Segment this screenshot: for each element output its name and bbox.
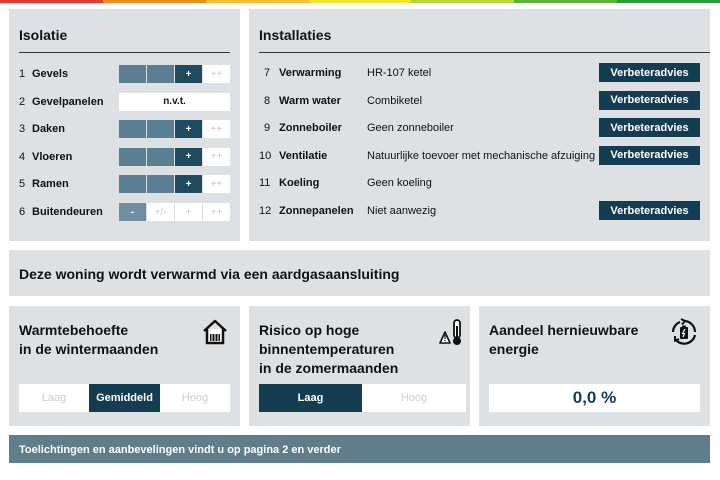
isolatie-rating-cell: ++ — [203, 148, 230, 166]
risico-title-line3: in de zomermaanden — [259, 360, 399, 376]
strip-segment — [0, 0, 103, 3]
installatie-row-label: Zonnepanelen — [279, 205, 354, 217]
isolatie-panel — [9, 9, 240, 241]
installatie-row — [259, 201, 700, 221]
hernieuwbaar-title-line1: Aandeel hernieuwbare — [489, 322, 639, 338]
isolatie-row — [19, 174, 230, 194]
isolatie-row-number: 3 — [19, 123, 26, 136]
strip-segment — [103, 0, 206, 3]
isolatie-row — [19, 92, 230, 112]
installatie-row-label: Ventilatie — [279, 149, 328, 162]
isolatie-row-label: Ramen — [32, 178, 69, 191]
isolatie-rating-cell: ++ — [203, 175, 230, 193]
hernieuwbaar-percentage: 0,0 % — [489, 384, 700, 412]
isolatie-rating-scale — [119, 175, 230, 193]
isolatie-rating-cell — [119, 148, 146, 166]
installatie-row-number: 8 — [264, 94, 271, 107]
installatie-row-number: 9 — [264, 122, 271, 135]
isolatie-rating-cell: + — [175, 120, 202, 138]
installaties-panel — [249, 9, 710, 241]
isolatie-row-label: Daken — [32, 123, 66, 136]
risico-title-line2: binnentemperaturen — [259, 341, 395, 357]
installatie-row-value: Geen zonneboiler — [367, 122, 454, 135]
installatie-row-number: 7 — [264, 67, 271, 79]
installaties-title: Installaties — [259, 27, 332, 43]
installatie-row — [259, 146, 700, 166]
strip-segment — [514, 0, 617, 3]
isolatie-rating-cell: + — [175, 148, 202, 166]
heating-banner — [9, 250, 710, 296]
isolatie-row-number: 1 — [19, 68, 26, 80]
installatie-row-label: Koeling — [279, 177, 320, 190]
risico-title-line1: Risico op hoge — [259, 322, 360, 338]
isolatie-rating-scale — [119, 148, 230, 166]
isolatie-rating-cell — [119, 175, 146, 193]
heating-text: Deze woning wordt verwarmd via een aardgasaansluiting — [19, 266, 400, 282]
isolatie-row-label: Buitendeuren — [32, 206, 103, 218]
risico-scale — [259, 384, 466, 412]
installatie-row — [259, 173, 700, 193]
installatie-row — [259, 118, 700, 138]
verbeteradvies-button[interactable]: Verbeteradvies — [599, 91, 700, 110]
energy-label-color-strip — [0, 0, 720, 3]
isolatie-rating-cell — [119, 120, 146, 138]
risico-box — [249, 306, 470, 426]
isolatie-row — [19, 119, 230, 139]
renewable-energy-icon — [670, 318, 698, 346]
strip-segment — [309, 0, 412, 3]
warmtebehoefte-title — [19, 321, 158, 359]
isolatie-rating-scale — [119, 203, 230, 221]
strip-segment — [411, 0, 514, 3]
scale-option-hoog: Hoog — [181, 392, 209, 404]
isolatie-rating-cell: + — [175, 203, 202, 221]
hernieuwbaar-title — [489, 321, 638, 359]
isolatie-rating-cell — [147, 120, 174, 138]
scale-option-gemiddeld: Gemiddeld — [89, 384, 160, 412]
isolatie-divider — [19, 52, 230, 53]
isolatie-row-number: 5 — [19, 178, 26, 191]
hernieuwbare-energie-box — [479, 306, 710, 426]
isolatie-rating-cell: ++ — [203, 120, 230, 138]
verbeteradvies-button[interactable]: Verbeteradvies — [599, 201, 700, 220]
house-heating-icon — [202, 318, 228, 346]
installatie-row-number: 12 — [259, 205, 272, 217]
isolatie-rating-cell: + — [175, 65, 202, 83]
isolatie-rating-cell: +/- — [147, 203, 174, 221]
isolatie-rating-cell: + — [175, 175, 202, 193]
hernieuwbaar-title-line2: energie — [489, 341, 539, 357]
scale-option-laag: Laag — [259, 384, 362, 412]
isolatie-row-number: 4 — [19, 150, 26, 163]
isolatie-row — [19, 64, 230, 84]
verbeteradvies-button[interactable]: Verbeteradvies — [599, 63, 700, 82]
strip-segment — [617, 0, 720, 3]
installatie-row-number: 11 — [259, 177, 271, 190]
isolatie-not-applicable: n.v.t. — [119, 93, 230, 111]
isolatie-row — [19, 147, 230, 167]
isolatie-rating-cell: - — [119, 203, 146, 221]
warmtebehoefte-scale — [19, 384, 230, 412]
installatie-row-label: Warm water — [279, 94, 341, 107]
installatie-row — [259, 63, 700, 83]
verbeteradvies-button[interactable]: Verbeteradvies — [599, 146, 700, 165]
scale-option-laag: Laag — [41, 392, 67, 404]
isolatie-rating-scale — [119, 120, 230, 138]
warmtebehoefte-title-line1: Warmtebehoefte — [19, 322, 129, 338]
installatie-row-value: HR-107 ketel — [367, 67, 432, 79]
isolatie-rating-cell: ++ — [203, 203, 230, 221]
warmtebehoefte-title-line2: in de wintermaanden — [19, 341, 159, 357]
thermometer-warning-icon — [439, 318, 465, 346]
isolatie-row-number: 6 — [19, 206, 26, 218]
installatie-row-label: Zonneboiler — [279, 122, 342, 135]
installatie-row-number: 10 — [259, 149, 272, 162]
isolatie-row-label: Gevels — [32, 68, 69, 80]
isolatie-row-label: Vloeren — [32, 150, 73, 163]
scale-option-hoog: Hoog — [400, 392, 428, 404]
isolatie-row-number: 2 — [19, 95, 26, 108]
isolatie-row-label: Gevelpanelen — [32, 95, 104, 108]
strip-segment — [206, 0, 309, 3]
warmtebehoefte-box — [9, 306, 240, 426]
installatie-row — [259, 91, 700, 111]
isolatie-rating-cell — [147, 148, 174, 166]
installatie-row-value: Natuurlijke toevoer met mechanische afzuiging — [367, 149, 596, 162]
footer-note — [9, 435, 710, 463]
isolatie-row — [19, 202, 230, 222]
installatie-row-label: Verwarming — [279, 67, 342, 79]
installatie-row-value: Niet aanwezig — [367, 205, 437, 217]
isolatie-rating-cell — [147, 175, 174, 193]
risico-title — [259, 321, 398, 378]
installatie-row-value: Combiketel — [367, 94, 423, 107]
installatie-row-value: Geen koeling — [367, 177, 432, 190]
isolatie-title: Isolatie — [19, 27, 68, 43]
isolatie-rating-cell — [119, 65, 146, 83]
installaties-divider — [259, 52, 710, 53]
footer-text: Toelichtingen en aanbevelingen vindt u op pagina 2 en verder — [19, 444, 341, 456]
isolatie-rating-scale — [119, 65, 230, 83]
verbeteradvies-button[interactable]: Verbeteradvies — [599, 118, 700, 137]
isolatie-rating-cell — [147, 65, 174, 83]
isolatie-rating-cell: ++ — [203, 65, 230, 83]
